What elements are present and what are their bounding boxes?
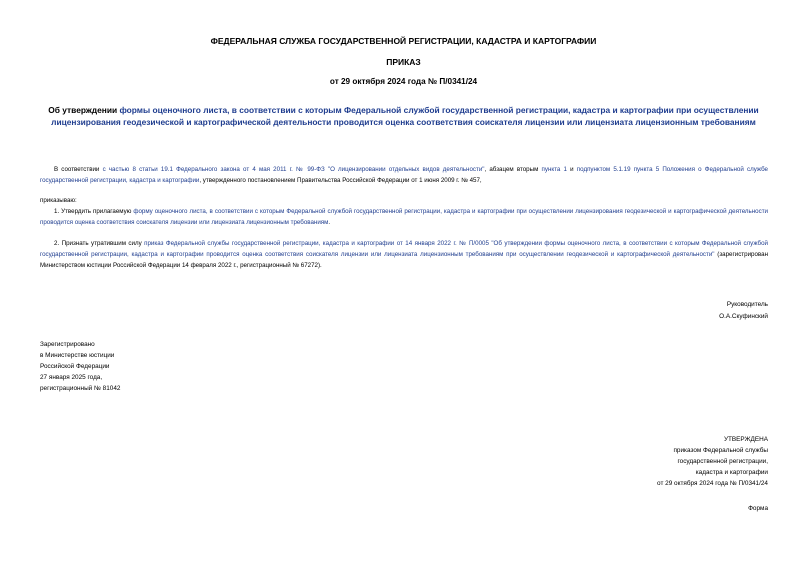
signature-name: О.А.Скуфинский bbox=[719, 313, 768, 320]
approval-line: кадастра и картографии bbox=[695, 469, 768, 476]
registration-line: Российской Федерации bbox=[40, 363, 110, 370]
order-title bbox=[36, 104, 771, 128]
item-1-link[interactable]: форму оценочного листа, в соответствии с которым Федеральной службой государственной регистрации, кадастра и картографии при осуществлении лицензирования геодезической и картографической деятельности проводится оценка соответствия соискателя лицензии или лицензиата лицензионным требованиям bbox=[40, 208, 769, 226]
item-2-link[interactable]: приказ Федеральной службы государственной регистрации, кадастра и картографии от 14 января 2022 г. № П/0005 "Об утверждении формы оценочного листа, в соответствии с которым Федеральной службой государственной регистрации, кадастра и картографии проводится оценка соответствия соискателя лицензии или лицензиата лицензионным требованиям при осуществлении геодезической и картографической деятельности" bbox=[40, 240, 768, 258]
preamble-link-law[interactable]: с частью 8 статьи 19.1 Федерального закона от 4 мая 2011 г. № 99-ФЗ "О лицензировании отдельных видов деятельности" bbox=[102, 166, 485, 173]
approval-heading: УТВЕРЖДЕНА bbox=[723, 436, 768, 443]
item-2-paragraph bbox=[40, 238, 768, 271]
registration-line: в Министерстве юстиции bbox=[40, 352, 115, 359]
item-2-text-2: (зарегистрирован Министерством юстиции Российской Федерации 14 февраля 2022 г., регистрационный № 67272). bbox=[40, 251, 768, 269]
preamble-text-1: В соответствии bbox=[54, 166, 103, 173]
item-2-text-1: 2. Признать утратившим силу bbox=[54, 240, 145, 247]
doc-date-number: от 29 октября 2024 года № П/0341/24 bbox=[329, 77, 478, 86]
agency-heading: ФЕДЕРАЛЬНАЯ СЛУЖБА ГОСУДАРСТВЕННОЙ РЕГИСТРАЦИИ, КАДАСТРА И КАРТОГРАФИИ bbox=[210, 36, 597, 46]
preamble-text-4: , утвержденного постановлением Правительства Российской Федерации от 1 июня 2009 г. № 457, bbox=[199, 177, 482, 184]
title-link[interactable]: формы оценочного листа, в соответствии с которым Федеральной службой государственной регистрации, кадастра и картографии при осуществлении лицензирования геодезической и картографической деятельности проводится оценка соответствия соискателя лицензии или лицензиата лицензионным требованиям bbox=[51, 105, 759, 127]
preamble-link-item1[interactable]: пункта 1 bbox=[541, 166, 567, 173]
preamble-paragraph bbox=[40, 164, 768, 186]
preamble-text-3: и bbox=[566, 166, 577, 173]
approval-line: государственной регистрации, bbox=[677, 458, 768, 465]
registration-line: регистрационный № 81042 bbox=[40, 385, 121, 392]
approval-block bbox=[548, 434, 768, 489]
form-label: Форма bbox=[748, 505, 768, 512]
order-word: приказываю: bbox=[40, 197, 77, 204]
item-1-text-2: . bbox=[328, 219, 331, 226]
preamble-text-2: , абзацем вторым bbox=[484, 166, 542, 173]
registration-line: Зарегистрировано bbox=[40, 341, 95, 348]
item-1-paragraph bbox=[40, 206, 768, 228]
approval-line: от 29 октября 2024 года № П/0341/24 bbox=[657, 480, 768, 487]
signature-position: Руководитель bbox=[726, 301, 768, 308]
registration-line: 27 января 2025 года, bbox=[40, 374, 103, 381]
approval-line: приказом Федеральной службы bbox=[673, 447, 768, 454]
title-prefix: Об утверждении bbox=[48, 105, 120, 115]
item-1-text-1: 1. Утвердить прилагаемую bbox=[54, 208, 134, 215]
preamble-link-regulation[interactable]: подпунктом 5.1.19 пункта 5 Положения о Федеральной службе государственной регистрации, кадастра и картографии bbox=[40, 166, 768, 184]
doc-type-heading: ПРИКАЗ bbox=[386, 57, 421, 67]
